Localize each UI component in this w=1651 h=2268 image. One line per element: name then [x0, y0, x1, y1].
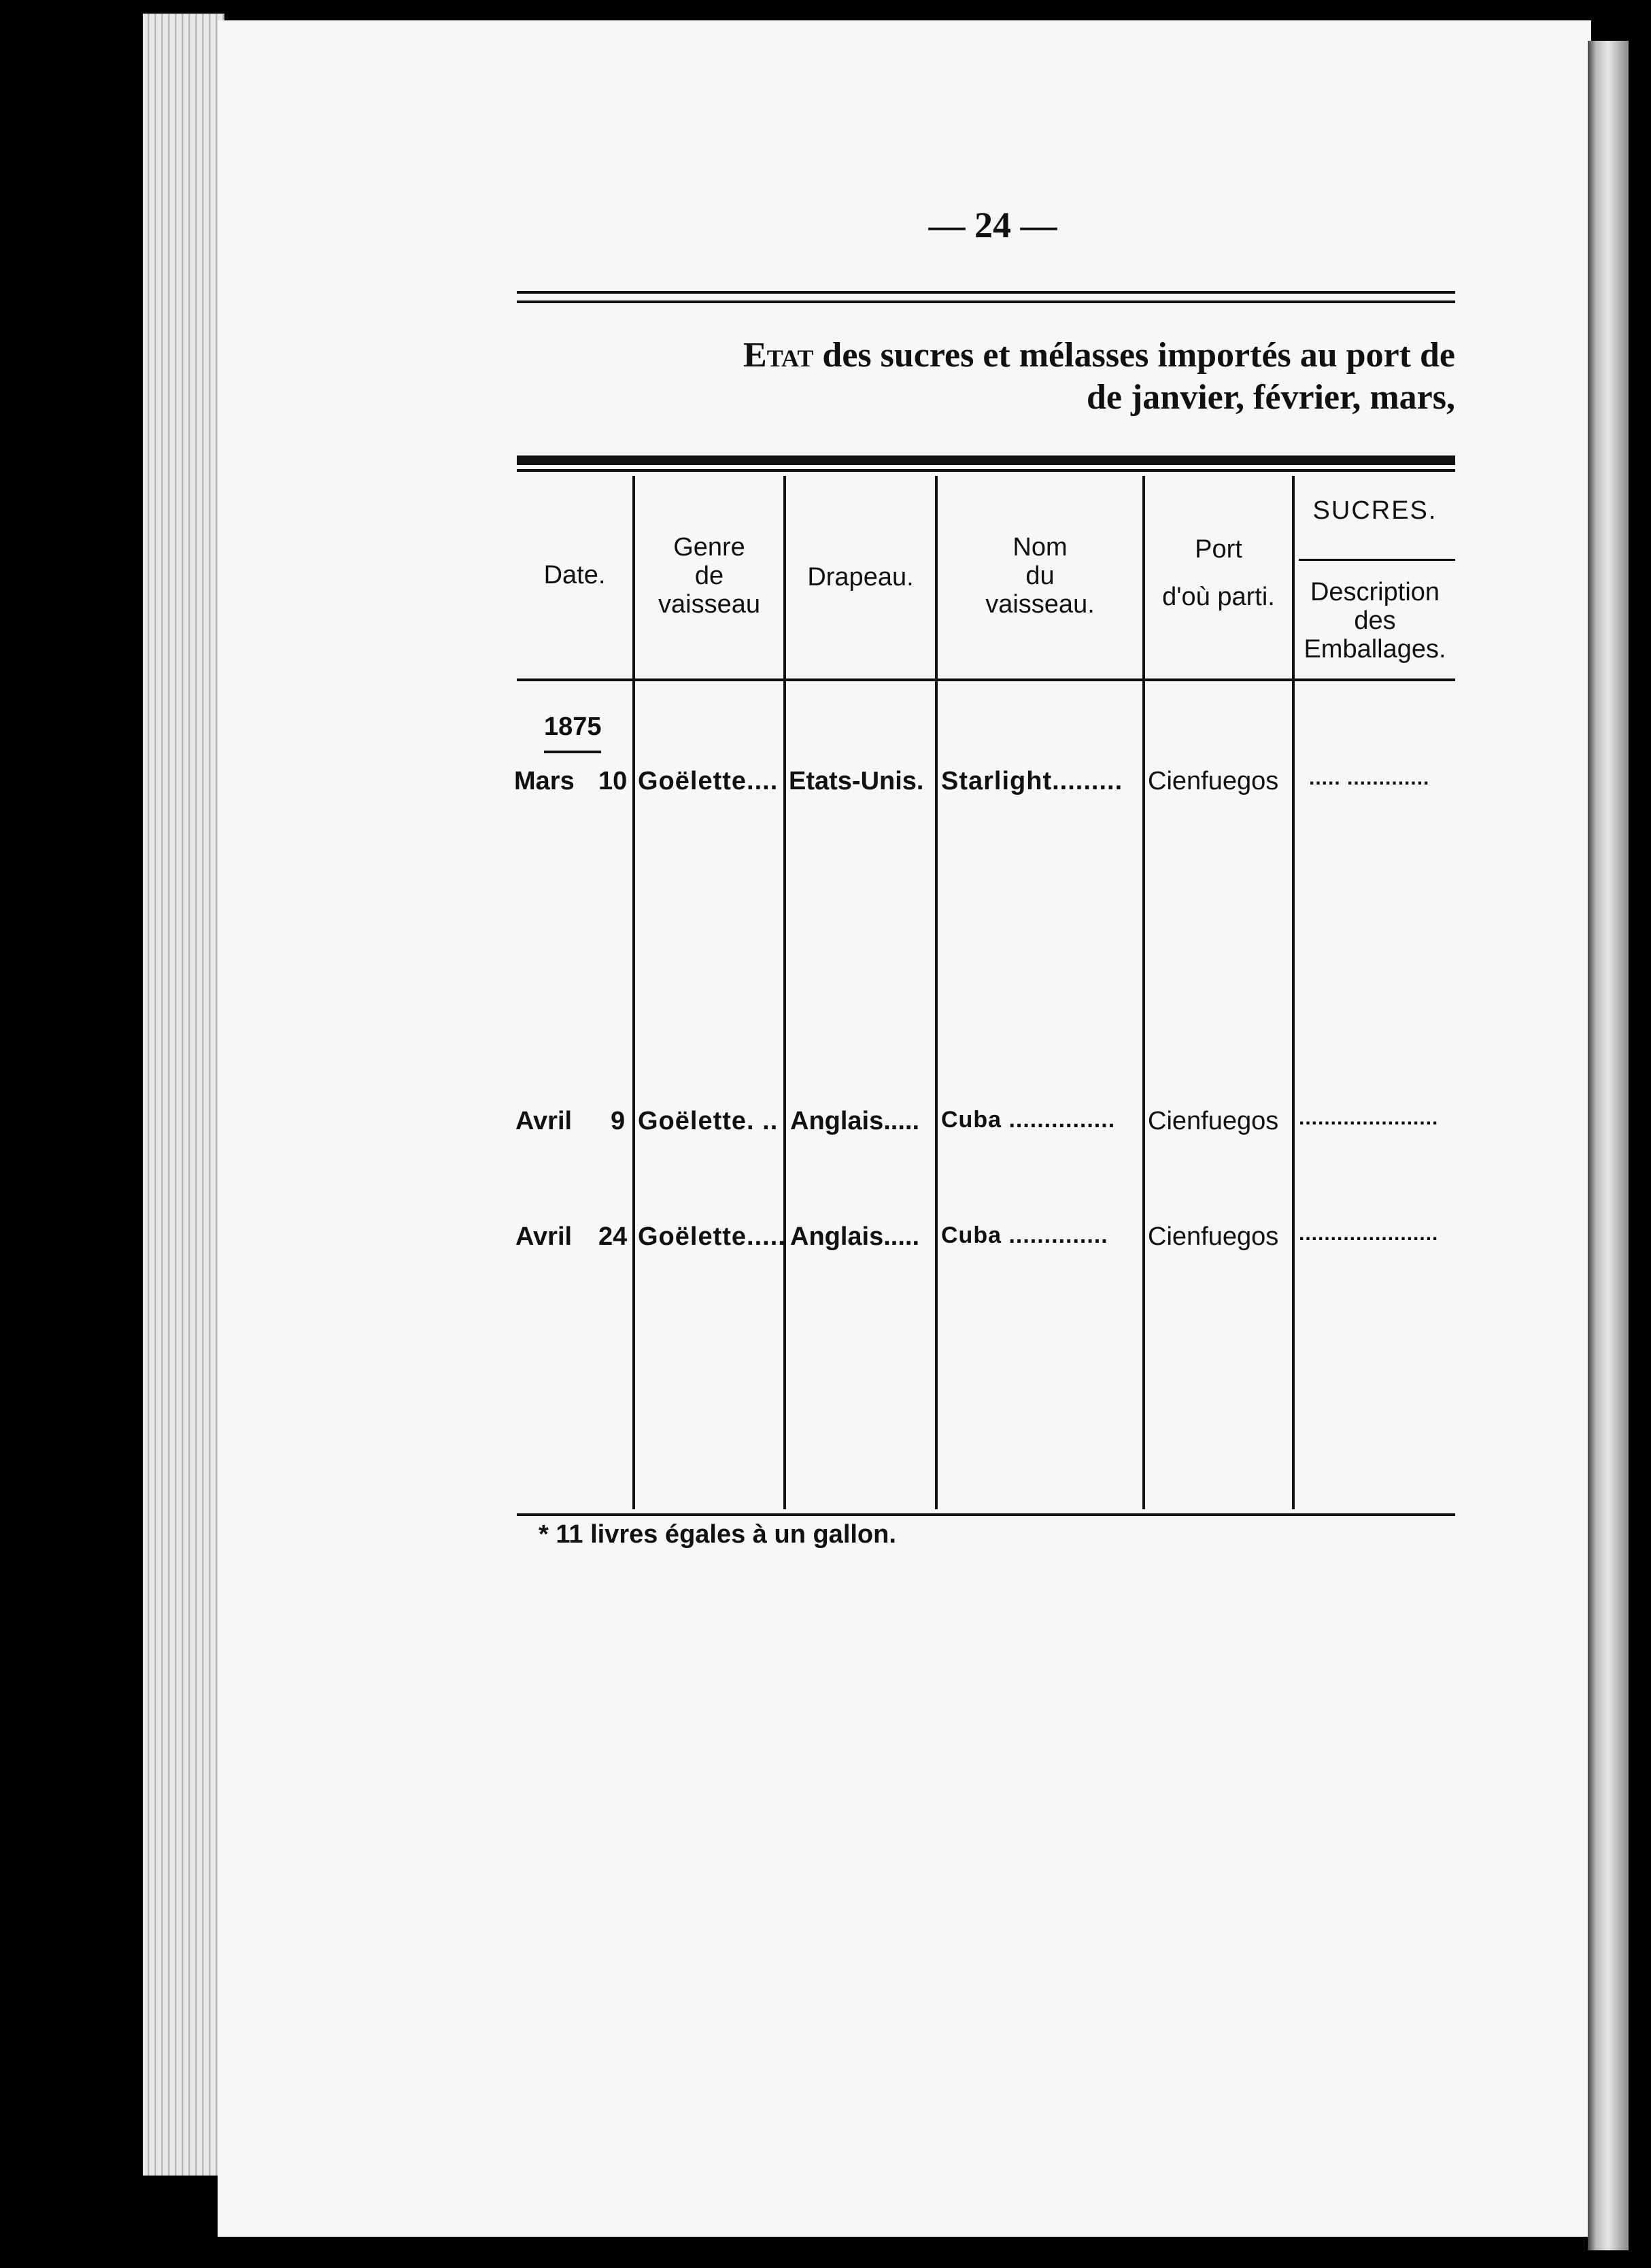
row-description: ..... ............. — [1309, 767, 1430, 789]
page-number: — 24 — — [928, 205, 1057, 245]
row-drapeau: Anglais..... — [790, 1107, 920, 1135]
row-genre: Goëlette.... — [638, 767, 779, 795]
table-top-rule — [517, 456, 1455, 465]
row-drapeau: Anglais..... — [790, 1222, 920, 1251]
row-nom: Cuba ............... — [941, 1107, 1116, 1133]
header-description — [1295, 578, 1455, 664]
row-drapeau: Etats-Unis. — [789, 767, 924, 795]
row-port: Cienfuegos — [1148, 1107, 1279, 1135]
row-day: 24 — [598, 1222, 628, 1251]
header-port — [1145, 535, 1292, 611]
header-description-line: des — [1354, 606, 1396, 635]
row-port: Cienfuegos — [1148, 767, 1279, 795]
header-description-line: Description — [1310, 578, 1440, 606]
title-line-1: des sucres et mélasses importés au port de — [813, 336, 1455, 375]
book-page-edges — [143, 14, 224, 2176]
header-nom-line: du — [1025, 562, 1055, 590]
row-genre: Goëlette..... — [638, 1222, 786, 1251]
header-rule-top — [517, 291, 1455, 294]
page-title-line-2: de janvier, février, mars, — [1086, 378, 1455, 417]
row-nom: Cuba .............. — [941, 1222, 1108, 1248]
header-date: Date. — [543, 561, 606, 589]
header-description-line: Emballages. — [1304, 635, 1446, 664]
row-nom: Starlight......... — [941, 767, 1123, 795]
header-nom — [938, 533, 1142, 619]
header-genre-line: vaisseau — [658, 590, 760, 619]
header-genre-line: Genre — [673, 533, 745, 562]
row-description: ...................... — [1299, 1222, 1439, 1245]
row-month: Avril — [515, 1222, 573, 1251]
header-underline — [517, 678, 1455, 681]
page-title — [517, 334, 1455, 377]
column-divider — [935, 476, 938, 1509]
header-genre — [635, 533, 783, 619]
header-nom-line: Nom — [1012, 533, 1068, 562]
facing-page-edge — [1588, 41, 1629, 2250]
table-bottom-rule — [517, 1513, 1455, 1516]
row-month: Mars — [514, 767, 575, 795]
year-underline — [544, 751, 601, 753]
footnote: * 11 livres égales à un gallon. — [539, 1520, 896, 1549]
column-divider — [632, 476, 635, 1509]
header-nom-line: vaisseau. — [985, 590, 1095, 619]
table-top-rule-thin — [517, 469, 1455, 472]
row-description: ...................... — [1299, 1107, 1439, 1129]
sucres-subrule — [1299, 559, 1455, 561]
header-sucres: SUCRES. — [1312, 496, 1437, 525]
header-drapeau: Drapeau. — [807, 563, 914, 591]
title-lead: Etat — [743, 336, 814, 375]
row-port: Cienfuegos — [1148, 1222, 1279, 1251]
row-month: Avril — [515, 1107, 573, 1135]
row-genre: Goëlette. .. — [638, 1107, 779, 1135]
column-divider — [1142, 476, 1145, 1509]
row-day: 9 — [611, 1107, 626, 1135]
header-genre-line: de — [694, 562, 724, 590]
column-divider — [783, 476, 786, 1509]
header-port-line: Port — [1195, 535, 1242, 564]
row-day: 10 — [598, 767, 628, 795]
year-label: 1875 — [544, 712, 602, 741]
header-rule-bottom — [517, 300, 1455, 303]
header-port-line: d'où parti. — [1162, 583, 1275, 611]
